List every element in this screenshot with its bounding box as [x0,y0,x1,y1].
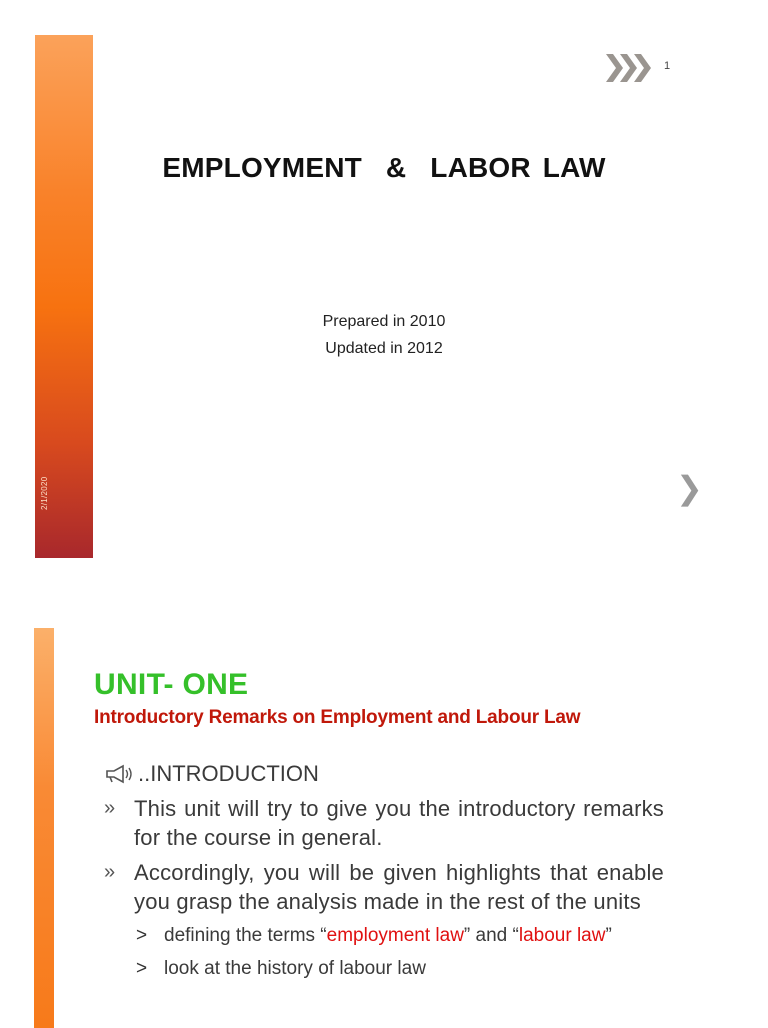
term-suffix: ” [605,925,612,946]
page-number: 1 [664,60,671,72]
intro-row [104,760,664,788]
triple-chevron-icon [604,50,656,86]
bullet-text: Accordingly, you will be given highlights that enable you grasp the analysis made in the rest of the units [134,860,664,914]
slide-title: EMPLOYMENT & LABOR LAW [162,152,606,183]
unit-subtitle: Introductory Remarks on Employment and Labour Law [94,707,581,728]
list-item [104,794,664,852]
bullet-mark: » [104,861,116,883]
term-employment-law: employment law [326,925,464,946]
prepared-line: Prepared in 2010 [322,313,446,330]
sub-bullet-mark: > [136,958,148,979]
sub-bullet-text [164,922,662,949]
megaphone-icon [104,763,134,785]
next-page-arrow-icon[interactable]: ❯ [676,470,703,506]
term-prefix: defining the terms “ [164,925,327,946]
sub-bullet-text: look at the history of labour law [164,958,426,979]
sub-bullet-mark: > [136,925,148,946]
bullet-text: This unit will try to give you the introductory remarks for the course in general. [134,796,664,850]
sub-list-item [136,955,664,982]
term-middle: ” and “ [463,925,519,946]
sub-list-item [136,922,664,949]
prepared-info [250,308,518,362]
slide-content [104,760,664,982]
accent-bar [34,628,54,1028]
unit-one-slide [0,606,768,1024]
bullet-mark: » [104,797,116,819]
updated-line: Updated in 2012 [325,340,443,357]
intro-heading: ..INTRODUCTION [138,761,319,786]
term-labour-law: labour law [518,925,606,946]
unit-title: UNIT- ONE [94,668,249,701]
slide-date: 2/1/2020 [40,476,49,510]
list-item [104,858,664,916]
